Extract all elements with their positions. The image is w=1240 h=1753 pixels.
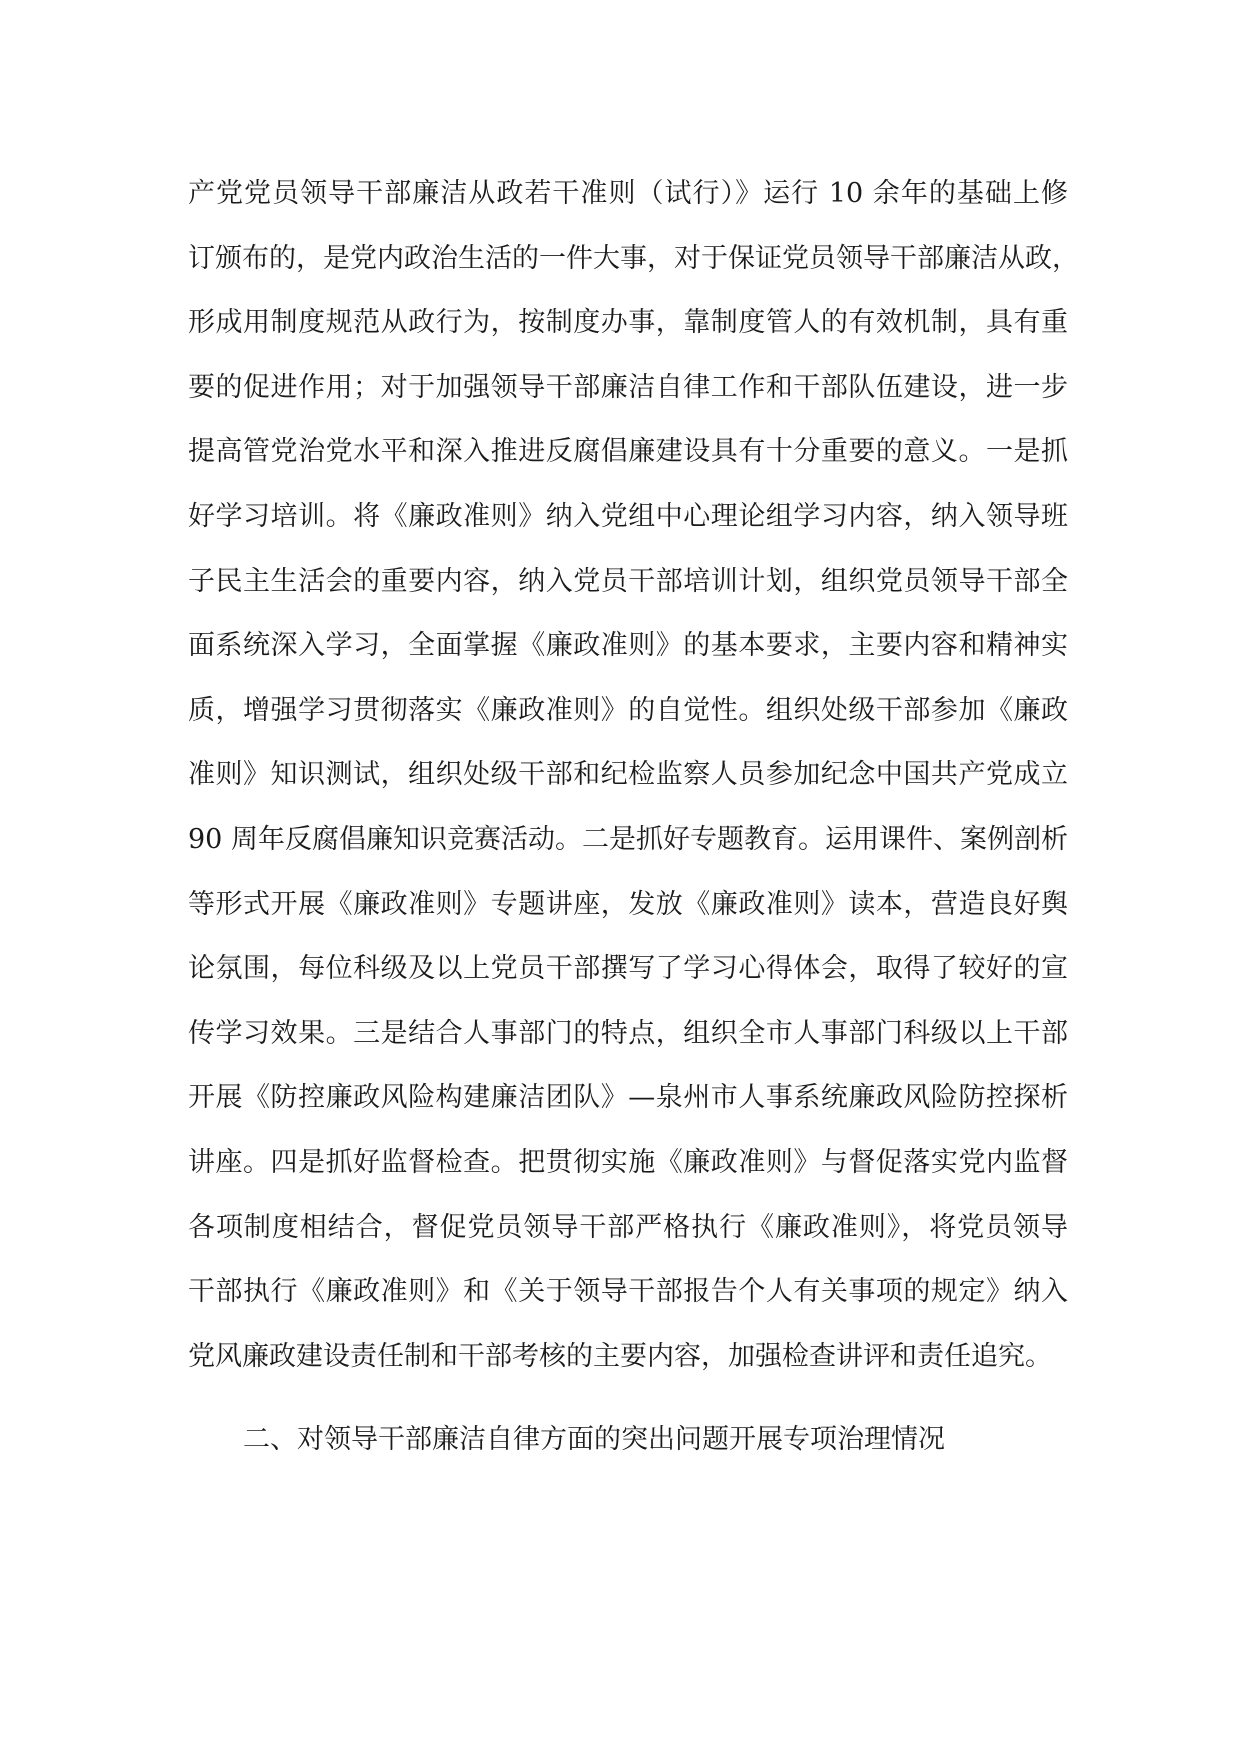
- text-line: 要的促进作用；对于加强领导干部廉洁自律工作和干部队伍建设，进一步: [188, 371, 1068, 403]
- text-line: 提高管党治党水平和深入推进反腐倡廉建设具有十分重要的意义。一是抓: [188, 436, 1068, 468]
- text-line: 传学习效果。三是结合人事部门的特点，组织全市人事部门科级以上干部: [188, 1017, 1068, 1049]
- body-paragraph: [188, 162, 1079, 1389]
- text-line: 论氛围，每位科级及以上党员干部撰写了学习心得体会，取得了较好的宣: [188, 953, 1068, 985]
- text-line: 产党党员领导干部廉洁从政若干准则（试行）》运行 10 余年的基础上修: [188, 178, 1068, 209]
- text-line: 好学习培训。将《廉政准则》纳入党组中心理论组学习内容，纳入领导班: [188, 500, 1068, 532]
- text-line: 讲座。四是抓好监督检查。把贯彻实施《廉政准则》与督促落实党内监督: [188, 1146, 1068, 1178]
- section-heading: 二、对领导干部廉洁自律方面的突出问题开展专项治理情况: [243, 1424, 945, 1455]
- text-line: 准则》知识测试，组织处级干部和纪检监察人员参加纪念中国共产党成立: [188, 759, 1068, 791]
- text-line: 党风廉政建设责任制和干部考核的主要内容，加强检查讲评和责任追究。: [188, 1340, 1052, 1372]
- text-line: 等形式开展《廉政准则》专题讲座，发放《廉政准则》读本，营造良好舆: [188, 888, 1068, 920]
- text-line: 子民主生活会的重要内容，纳入党员干部培训计划，组织党员领导干部全: [188, 565, 1068, 597]
- text-line: 各项制度相结合，督促党员领导干部严格执行《廉政准则》，将党员领导: [188, 1211, 1068, 1243]
- text-line: 干部执行《廉政准则》和《关于领导干部报告个人有关事项的规定》纳入: [188, 1276, 1068, 1308]
- text-line: 形成用制度规范从政行为，按制度办事，靠制度管人的有效机制，具有重: [188, 307, 1068, 339]
- text-line: 质，增强学习贯彻落实《廉政准则》的自觉性。组织处级干部参加《廉政: [188, 694, 1068, 726]
- text-line: 面系统深入学习，全面掌握《廉政准则》的基本要求，主要内容和精神实: [188, 630, 1068, 662]
- text-line: 开展《防控廉政风险构建廉洁团队》—泉州市人事系统廉政风险防控探析: [188, 1082, 1068, 1114]
- text-line: 订颁布的，是党内政治生活的一件大事，对于保证党员领导干部廉洁从政，: [188, 242, 1079, 274]
- text-line: 90 周年反腐倡廉知识竞赛活动。二是抓好专题教育。运用课件、案例剖析: [188, 823, 1068, 855]
